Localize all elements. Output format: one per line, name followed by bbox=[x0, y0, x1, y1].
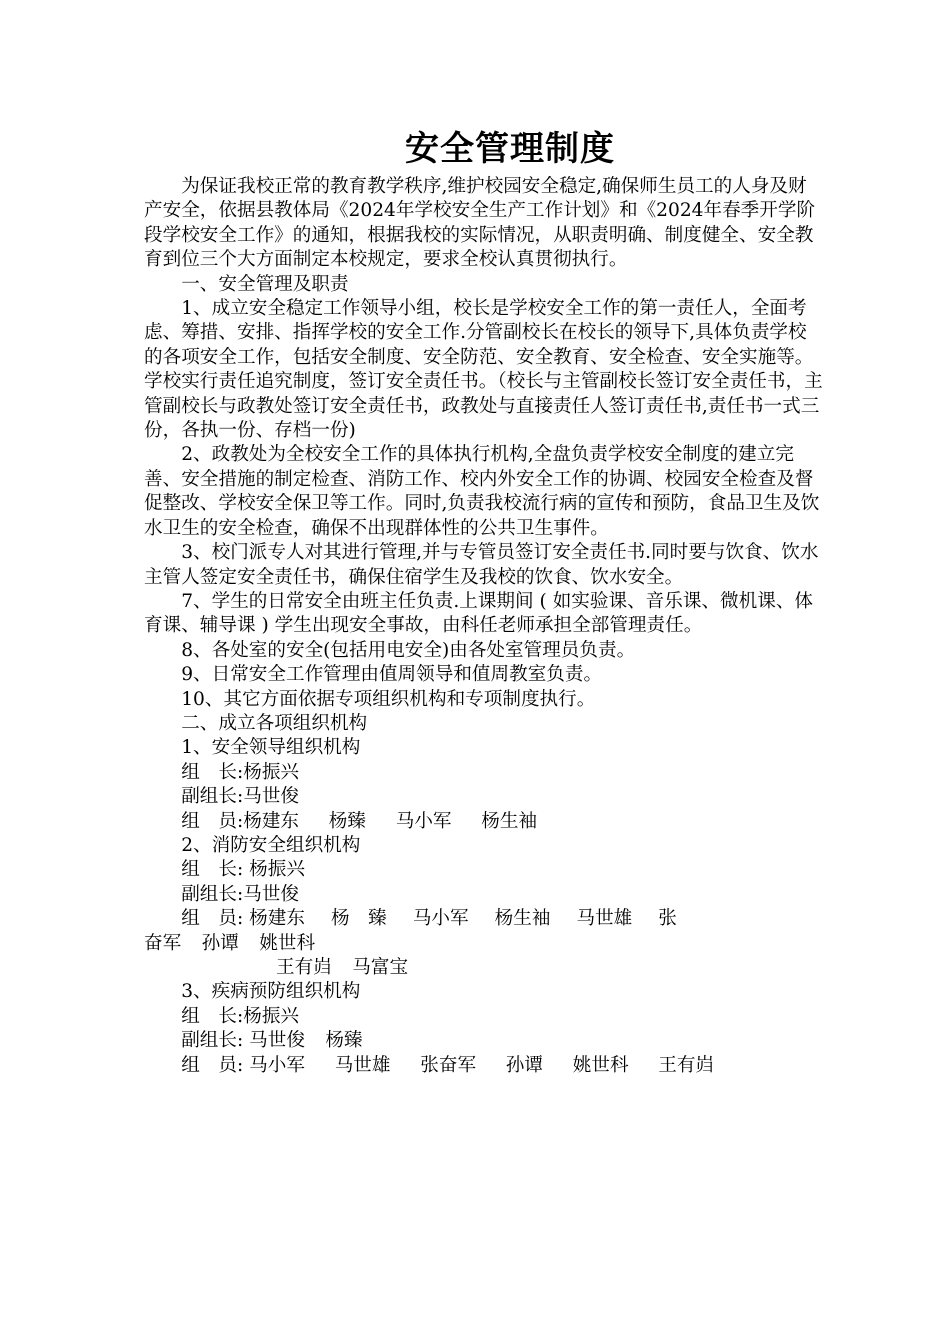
org2-members-line-3 bbox=[144, 956, 824, 980]
document-body bbox=[144, 175, 824, 1078]
org2-member: 杨生袖 bbox=[494, 908, 551, 930]
org2-member: 马世雄 bbox=[576, 908, 633, 930]
org1-member: 马小军 bbox=[395, 810, 452, 832]
org1-leader: 杨振兴 bbox=[243, 761, 300, 783]
org2-member: 孙谭 bbox=[201, 932, 239, 954]
org1-heading: 1、安全领导组织机构 bbox=[181, 737, 361, 759]
org2-members-line-1 bbox=[144, 907, 824, 931]
org3-member: 张奋军 bbox=[420, 1054, 477, 1076]
item-8-paragraph: 8、各处室的安全(包括用电安全)由各处室管理员负责。 bbox=[181, 639, 636, 661]
item-9-paragraph: 9、日常安全工作管理由值周领导和值周教室负责。 bbox=[181, 664, 603, 686]
item-10-paragraph: 10、其它方面依据专项组织机构和专项制度执行。 bbox=[181, 688, 596, 710]
org2-members-label: 组 员: bbox=[181, 908, 244, 930]
org3-members-line bbox=[144, 1054, 824, 1078]
org2-leader: 杨振兴 bbox=[249, 859, 305, 881]
org2-members-line-2 bbox=[144, 932, 824, 956]
org1-leader-line bbox=[144, 761, 824, 785]
org1-deputy: 马世俊 bbox=[243, 786, 300, 808]
org3-leader-label: 组 长: bbox=[181, 1005, 244, 1027]
org3-deputy: 马世俊 bbox=[249, 1030, 305, 1052]
org2-member: 杨 臻 bbox=[330, 908, 387, 930]
org3-deputy: 杨臻 bbox=[325, 1030, 363, 1052]
org2-member: 王有岿 bbox=[276, 957, 332, 978]
org3-heading: 3、疾病预防组织机构 bbox=[181, 981, 361, 1003]
org1-leader-label: 组 长: bbox=[181, 761, 244, 783]
document-title: 安全管理制度 bbox=[405, 129, 615, 169]
org2-member: 奋军 bbox=[144, 932, 182, 954]
section1-heading: 一、安全管理及职责 bbox=[181, 273, 349, 295]
org1-deputy-line bbox=[144, 785, 824, 809]
org2-leader-line bbox=[144, 858, 824, 882]
item-2-paragraph: 2、政教处为全校安全工作的具体执行机构,全盘负责学校安全制度的建立完善、安全措施的制定检查、消防工作、校内外安全工作的协调、校园安全检查及督促整改、学校安全保卫等工作。同时,负责我校流行病的宣传和预防，食品卫生及饮水卫生的安全检查，确保不出现群体性的公共卫生事件。 bbox=[144, 444, 820, 539]
org2-deputy-line bbox=[144, 883, 824, 907]
org3-leader-line bbox=[144, 1005, 824, 1029]
org2-member: 马富宝 bbox=[352, 957, 409, 978]
org2-member: 马小军 bbox=[412, 908, 469, 930]
section2-heading: 二、成立各项组织机构 bbox=[181, 712, 368, 734]
org3-member: 马小军 bbox=[249, 1054, 305, 1076]
org2-leader-label: 组 长: bbox=[181, 859, 244, 881]
org3-member: 姚世科 bbox=[572, 1054, 629, 1076]
org2-deputy: 马世俊 bbox=[243, 883, 300, 905]
org3-members-label: 组 员: bbox=[181, 1054, 244, 1076]
org1-member: 杨臻 bbox=[328, 810, 366, 832]
org3-leader: 杨振兴 bbox=[243, 1005, 300, 1027]
item-3-paragraph: 3、校门派专人对其进行管理,并与专管员签订安全责任书.同时要与饮食、饮水主管人签定安全责任书，确保住宿学生及我校的饮食、饮水安全。 bbox=[144, 542, 819, 588]
org1-member: 杨建东 bbox=[243, 810, 300, 832]
org2-member: 张 bbox=[658, 908, 677, 930]
org1-members-label: 组 员: bbox=[181, 810, 244, 832]
item-7-paragraph: 7、学生的日常安全由班主任负责.上课期间 ( 如实验课、音乐课、微机课、体育课、辅导课 ) 学生出现安全事故，由科任老师承担全部管理责任。 bbox=[144, 590, 814, 637]
intro-paragraph: 为保证我校正常的教育教学秩序,维护校园安全稳定,确保师生员工的人身及财产安全，依据县教体局《2024年学校安全生产工作计划》和《2024年春季开学阶段学校安全工作》的通知，根据我校的实际情况，从职责明确、制度健全、安全教育到位三个大方面制定本校规定，要求全校认真贯彻执行。 bbox=[144, 176, 816, 271]
item-1-paragraph: 1、成立安全稳定工作领导小组，校长是学校安全工作的第一责任人，全面考虑、筹措、安排、指挥学校的安全工作.分管副校长在校长的领导下,具体负责学校的各项安全工作，包括安全制度、安全防范、安全教育、安全检查、安全实施等。学校实行责任追究制度，签订安全责任书。（校长与主管副校长签订安全责任书，主管副校长与政教处签订安全责任书，政教处与直接责任人签订责任书,责任书一式三份，各执一份、存档一份) bbox=[144, 298, 823, 442]
org1-member: 杨生袖 bbox=[481, 810, 538, 832]
org3-deputy-line bbox=[144, 1029, 824, 1053]
org2-deputy-label: 副组长: bbox=[181, 883, 244, 905]
org3-member: 马世雄 bbox=[334, 1054, 391, 1076]
org1-deputy-label: 副组长: bbox=[181, 786, 244, 808]
org2-member: 杨建东 bbox=[249, 908, 305, 930]
org2-heading: 2、消防安全组织机构 bbox=[181, 834, 361, 856]
org3-deputy-label: 副组长: bbox=[181, 1030, 244, 1052]
org2-member: 姚世科 bbox=[259, 932, 316, 954]
org3-member: 王有岿 bbox=[658, 1054, 715, 1076]
org3-member: 孙谭 bbox=[505, 1054, 543, 1076]
org1-members-line bbox=[144, 810, 824, 834]
